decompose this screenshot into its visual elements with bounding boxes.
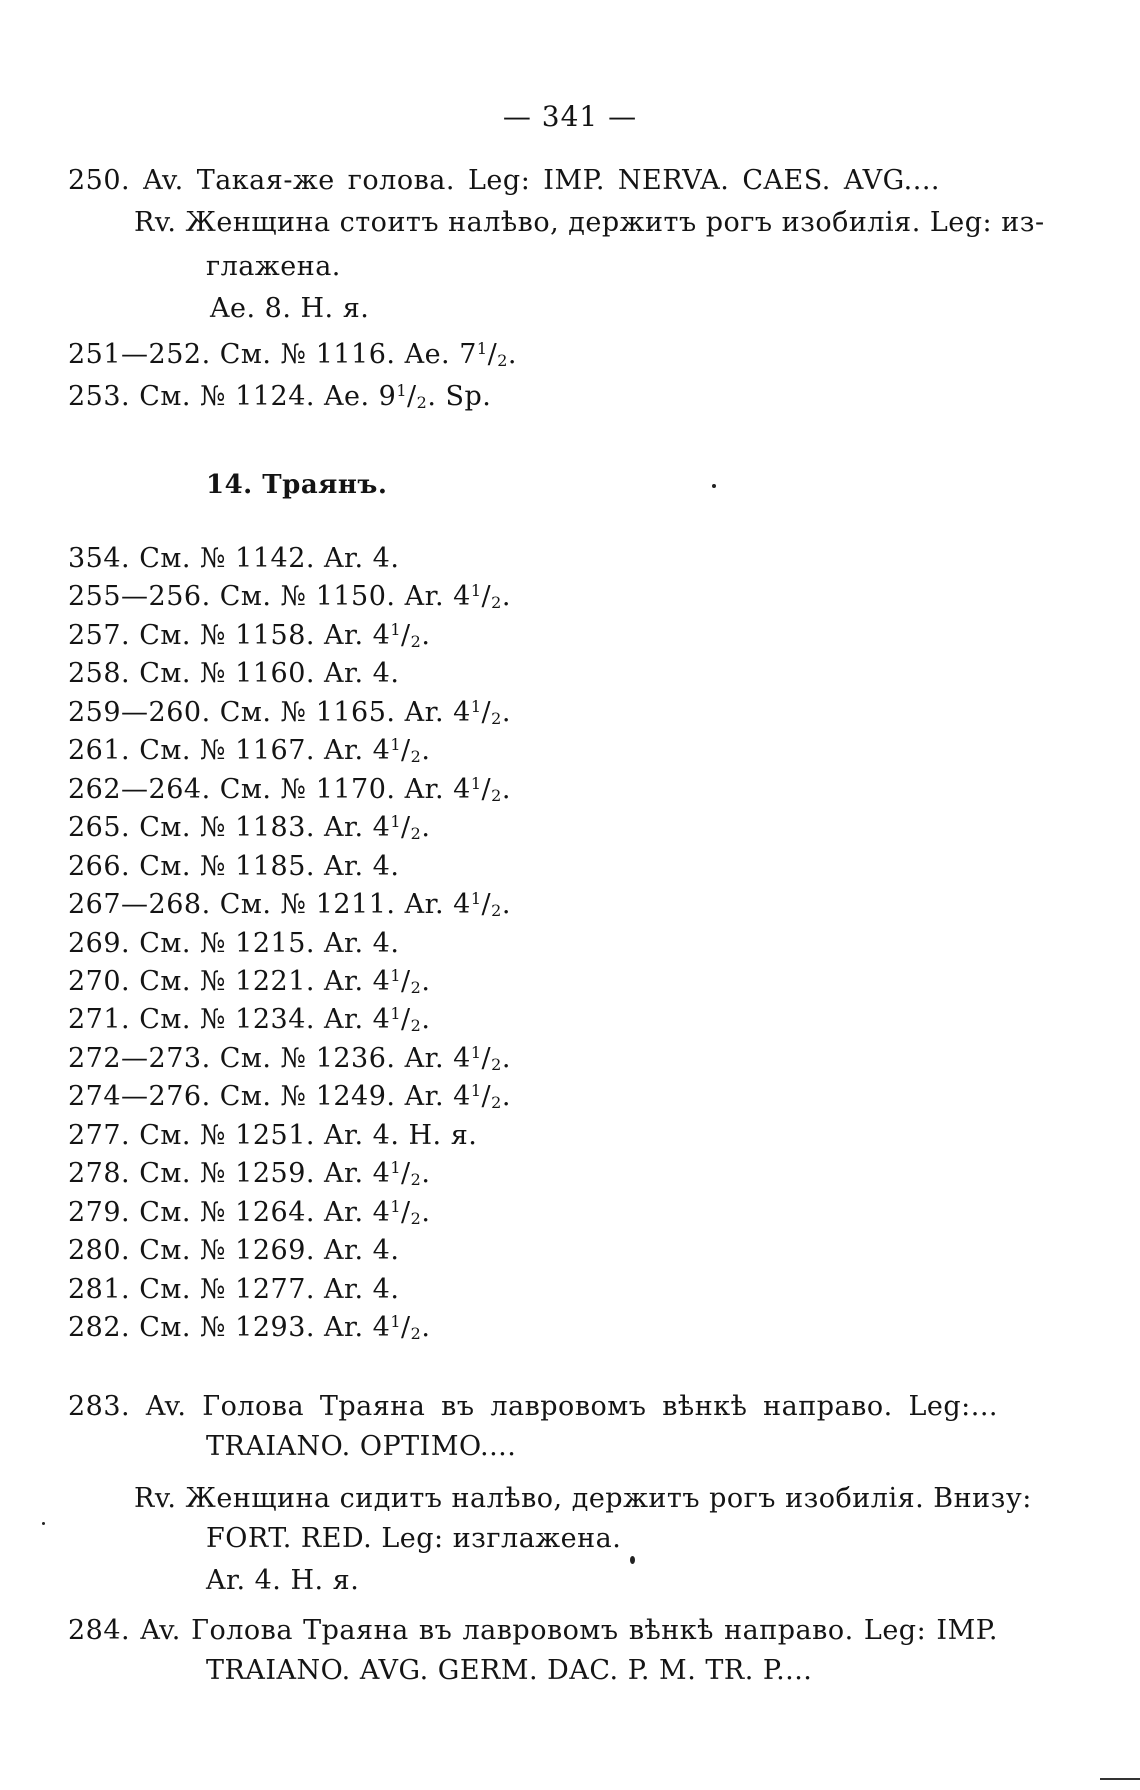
fraction-denominator: 2 [410,1209,422,1228]
entry-text: 258. См. № 1160. Ar. 4. [68,658,400,689]
entry-end: . [501,889,511,920]
entry-text: 265. См. № 1183. Ar. 4 [68,812,391,843]
list-item: 257. См. № 1158. Ar. $4^1/_2$. [68,620,431,651]
entry-284-line-1: 284. Av. Голова Траяна въ лавровомъ вѣнкѣ направо. Leg: IMP. [68,1615,998,1646]
entry-text: 279. См. № 1264. Ar. 4 [68,1197,391,1228]
list-item [68,927,399,961]
list-item: 278. См. № 1259. Ar. $4^1/_2$. [68,1158,431,1189]
entry-text: 272—273. См. № 1236. Ar. 4 [68,1043,471,1074]
entry-end: . [421,1312,431,1343]
fraction-numerator: 1 [470,1043,482,1062]
entry-text: 267—268. См. № 1211. Ar. 4 [68,889,471,920]
entry-250-line-2: Rv. Женщина стоитъ налѣво, держитъ рогъ изобилія. Leg: из- [134,207,1045,238]
entry-end: . [501,1081,511,1112]
fraction-numerator: 1 [390,966,402,985]
entry-text: 271. См. № 1234. Ar. 4 [68,1004,391,1035]
entry-text: 259—260. См. № 1165. Ar. 4 [68,697,471,728]
edge-mark [1100,1778,1140,1780]
ink-speck [42,1522,45,1525]
list-item: 267—268. См. № 1211. Ar. $4^1/_2$. [68,889,511,920]
fraction-numerator: 1 [470,889,482,908]
entry-text: 277. См. № 1251. Ar. 4. Н. я. [68,1120,478,1151]
entry-284-line-2: TRAIANO. AVG. GERM. DAC. P. M. TR. P.... [206,1655,813,1686]
fraction-numerator: 1 [390,735,402,754]
fraction-denominator: 2 [410,1170,422,1189]
entry-250-line-1: 250. Av. Такая-же голова. Leg: IMP. NERVA. CAES. AVG.... [68,165,940,196]
entry-text: 257. См. № 1158. Ar. 4 [68,620,391,651]
list-item: 279. См. № 1264. Ar. $4^1/_2$. [68,1197,431,1228]
entry-end: . [421,1158,431,1189]
list-item: 282. См. № 1293. Ar. $4^1/_2$. [68,1312,431,1343]
entry-250-line-4: Ae. 8. Н. я. [210,293,370,324]
list-item: 255—256. См. № 1150. Ar. $4^1/_2$. [68,581,511,612]
section-heading: 14. Траянъ. [206,470,388,500]
entry-end: . [421,966,431,997]
entry-250-line-3: глажена. [206,251,341,282]
fraction-denominator: 2 [410,632,422,651]
ink-speck [712,484,716,488]
entry-text: 270. См. № 1221. Ar. 4 [68,966,391,997]
fraction-denominator: 2 [491,709,502,728]
entry-283-line-1: 283. Av. Голова Траяна въ лавровомъ вѣнкѣ направо. Leg:... [68,1391,998,1422]
fraction-numerator: 1 [396,381,408,400]
list-item: 261. См. № 1167. Ar. $4^1/_2$. [68,735,431,766]
page-number: — 341 — [502,100,638,133]
fraction-numerator: 1 [470,774,482,793]
entry-end: . [501,1043,511,1074]
entry-end: . [421,812,431,843]
entry-end: . [421,1004,431,1035]
entry-text: 262—264. См. № 1170. Ar. 4 [68,774,471,805]
entry-text: 274—276. См. № 1249. Ar. 4 [68,1081,471,1112]
fraction-denominator: 2 [491,1055,502,1074]
entry-end: . [421,735,431,766]
ink-speck [630,1556,635,1564]
list-item: 259—260. См. № 1165. Ar. $4^1/_2$. [68,697,511,728]
entry-text: 278. См. № 1259. Ar. 4 [68,1158,391,1189]
fraction-denominator: 2 [491,786,502,805]
entry-text: 354. См. № 1142. Ar. 4. [68,543,400,574]
entry-text: 281. См. № 1277. Ar. 4. [68,1274,400,1305]
entry-253: 253. См. № 1124. Ae. $9^1/_2$. Sp. [68,381,492,412]
entry-end: . [421,620,431,651]
entry-text: 282. См. № 1293. Ar. 4 [68,1312,391,1343]
fraction-numerator: 1 [390,620,402,639]
list-item [68,1119,477,1153]
list-item [68,542,399,576]
list-item [68,1234,399,1268]
list-item: 274—276. См. № 1249. Ar. $4^1/_2$. [68,1081,511,1112]
fraction-numerator: 1 [470,1081,482,1100]
fraction-numerator: 1 [390,1312,402,1331]
list-item [68,1273,399,1307]
fraction-numerator: 1 [390,1004,402,1023]
fraction-denominator: 2 [491,901,502,920]
fraction-numerator: 1 [470,581,482,600]
fraction-numerator: 1 [476,339,488,358]
list-item: 265. См. № 1183. Ar. $4^1/_2$. [68,812,431,843]
entry-283-line-5: Ar. 4. Н. я. [206,1565,360,1596]
entry-end: . [507,339,517,370]
entry-text: 266. См. № 1185. Ar. 4. [68,851,400,882]
fraction-numerator: 1 [390,812,402,831]
fraction-denominator: 2 [491,1093,502,1112]
entry-283-line-2: TRAIANO. OPTIMO.... [206,1431,517,1462]
fraction-denominator: 2 [491,593,502,612]
entry-text: 253. См. № 1124. Ae. 9 [68,381,397,412]
fraction-numerator: 1 [470,697,482,716]
entry-text: 269. См. № 1215. Ar. 4. [68,928,400,959]
fraction-denominator: 2 [416,393,428,412]
entry-251-252: 251—252. См. № 1116. Ae. $7^1/_2$. [68,339,517,370]
list-item [68,657,399,691]
fraction-numerator: 1 [390,1158,402,1177]
entry-text: 251—252. См. № 1116. Ae. 7 [68,339,477,370]
list-item: 262—264. См. № 1170. Ar. $4^1/_2$. [68,774,511,805]
entry-end: . [501,774,511,805]
entry-text: 255—256. См. № 1150. Ar. 4 [68,581,471,612]
list-item: 270. См. № 1221. Ar. $4^1/_2$. [68,966,431,997]
entry-end: . [501,581,511,612]
entry-283-line-3: Rv. Женщина сидитъ налѣво, держитъ рогъ изобилія. Внизу: [134,1483,1032,1514]
fraction-denominator: 2 [410,1016,422,1035]
fraction-denominator: 2 [410,747,422,766]
entry-283-line-4: FORT. RED. Leg: изглажена. [206,1523,622,1554]
entry-text: 280. См. № 1269. Ar. 4. [68,1235,400,1266]
fraction-denominator: 2 [410,824,422,843]
fraction-denominator: 2 [410,1324,422,1343]
fraction-numerator: 1 [390,1197,402,1216]
list-item [68,850,399,884]
entry-text: 261. См. № 1167. Ar. 4 [68,735,391,766]
fraction-denominator: 2 [410,978,422,997]
entry-end: . Sp. [427,381,492,412]
list-item: 271. См. № 1234. Ar. $4^1/_2$. [68,1004,431,1035]
fraction-denominator: 2 [497,351,508,370]
list-item: 272—273. См. № 1236. Ar. $4^1/_2$. [68,1043,511,1074]
entry-end: . [421,1197,431,1228]
entry-end: . [501,697,511,728]
